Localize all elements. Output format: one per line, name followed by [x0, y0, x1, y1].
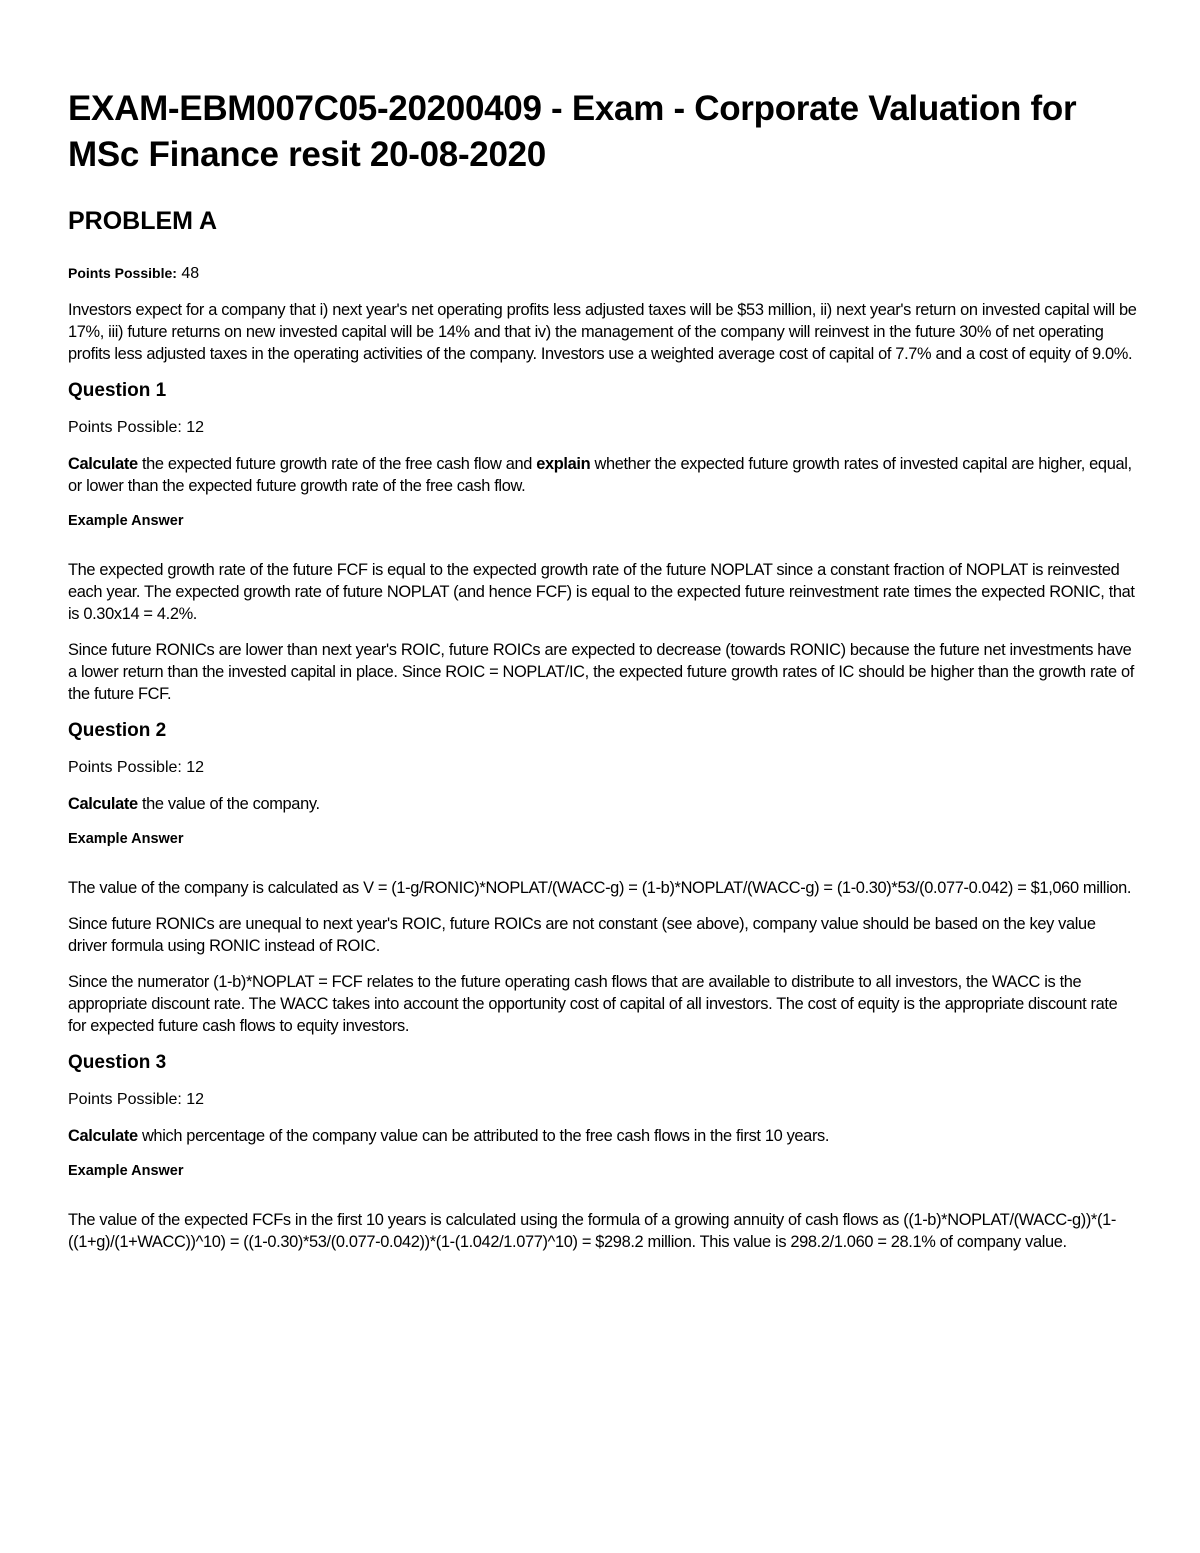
answer-paragraph: The expected growth rate of the future FCF is equal to the expected growth rate of the future NOPLAT since a constant fraction of NOPLAT is reinvested each year. The expected growth rate of future NOPLAT (and hence FCF) is equal to the expected future reinvestment rate times the expected RONIC, that is 0.30x14 = 4.2%. — [68, 561, 1135, 623]
question-1 — [68, 379, 1138, 705]
prompt-text: which percentage of the company value can be attributed to the free cash flows in the first 10 years. — [137, 1127, 830, 1145]
prompt-text: whether the expected future growth rates of invested capital are higher, equal, or lower than the expected future growth rate of the free cash flow. — [68, 455, 1132, 495]
prompt-text: the value of the company. — [137, 795, 320, 813]
prompt-bold: explain — [536, 455, 591, 473]
question-3 — [68, 1051, 1138, 1253]
answer-paragraph: The value of the expected FCFs in the first 10 years is calculated using the formula of a growing annuity of cash flows as ((1-b)*NOPLAT/(WACC-g))*(1-((1+g)/(1+WACC))^10) = ((1-0.30)*53/(0.077-0.042))*(1-(1.042/1.077)^10) = $298.2 million. This value is 298.2/1.060 = 28.1% of company value. — [68, 1211, 1116, 1251]
problem-intro: Investors expect for a company that i) next year's net operating profits less adjusted taxes will be $53 million, ii) next year's return on invested capital will be 17%, iii) future returns on new invested capital will be 14% and that iv) the management of the company will reinvest in the future 30% of net operating profits less adjusted taxes in the operating activities of the company. Investors use a weighted average cost of capital of 7.7% and a cost of equity of 9.0%. — [68, 301, 1137, 363]
page-title: EXAM-EBM007C05-20200409 - Exam - Corporate Valuation for MSc Finance resit 20-08-2020 — [68, 89, 1077, 174]
document-page — [68, 86, 1138, 1267]
answer-paragraph: Since future RONICs are unequal to next year's ROIC, future ROICs are not constant (see above), company value should be based on the key value driver formula using RONIC instead of ROIC. — [68, 915, 1096, 955]
question-2 — [68, 719, 1138, 1037]
prompt-bold: Calculate — [68, 455, 138, 473]
question-prompt — [68, 1125, 1138, 1147]
example-answer-label: Example Answer — [68, 1163, 184, 1179]
example-answer-label: Example Answer — [68, 513, 184, 529]
answer-paragraph: The value of the company is calculated as V = (1-g/RONIC)*NOPLAT/(WACC-g) = (1-b)*NOPLAT/(WACC-g) = (1-0.30)*53/(0.077-0.042) = $1,060 million. — [68, 879, 1132, 897]
problem-points-value: 48 — [181, 265, 200, 282]
example-answer-label: Example Answer — [68, 831, 184, 847]
prompt-text: the expected future growth rate of the free cash flow and — [137, 455, 537, 473]
problem-points-label: Points Possible: — [68, 265, 177, 281]
answer-paragraph: Since future RONICs are lower than next year's ROIC, future ROICs are expected to decrease (towards RONIC) because the future net investments have a lower return than the invested capital in place. Since ROIC = NOPLAT/IC, the expected future growth rates of IC should be higher than the growth rate of the future FCF. — [68, 641, 1134, 703]
question-prompt — [68, 793, 1138, 815]
question-prompt — [68, 453, 1138, 497]
question-points: Points Possible: 12 — [68, 419, 205, 436]
question-heading: Question 2 — [68, 720, 167, 741]
question-points: Points Possible: 12 — [68, 759, 205, 776]
prompt-bold: Calculate — [68, 795, 138, 813]
prompt-bold: Calculate — [68, 1127, 138, 1145]
question-heading: Question 1 — [68, 380, 167, 401]
answer-paragraph: Since the numerator (1-b)*NOPLAT = FCF relates to the future operating cash flows that are available to distribute to all investors, the WACC is the appropriate discount rate. The WACC takes into account the opportunity cost of capital of all investors. The cost of equity is the appropriate discount rate for expected future cash flows to equity investors. — [68, 973, 1118, 1035]
question-points: Points Possible: 12 — [68, 1091, 205, 1108]
problem-points — [68, 262, 1138, 285]
question-heading: Question 3 — [68, 1052, 167, 1073]
problem-heading: PROBLEM A — [68, 207, 218, 235]
